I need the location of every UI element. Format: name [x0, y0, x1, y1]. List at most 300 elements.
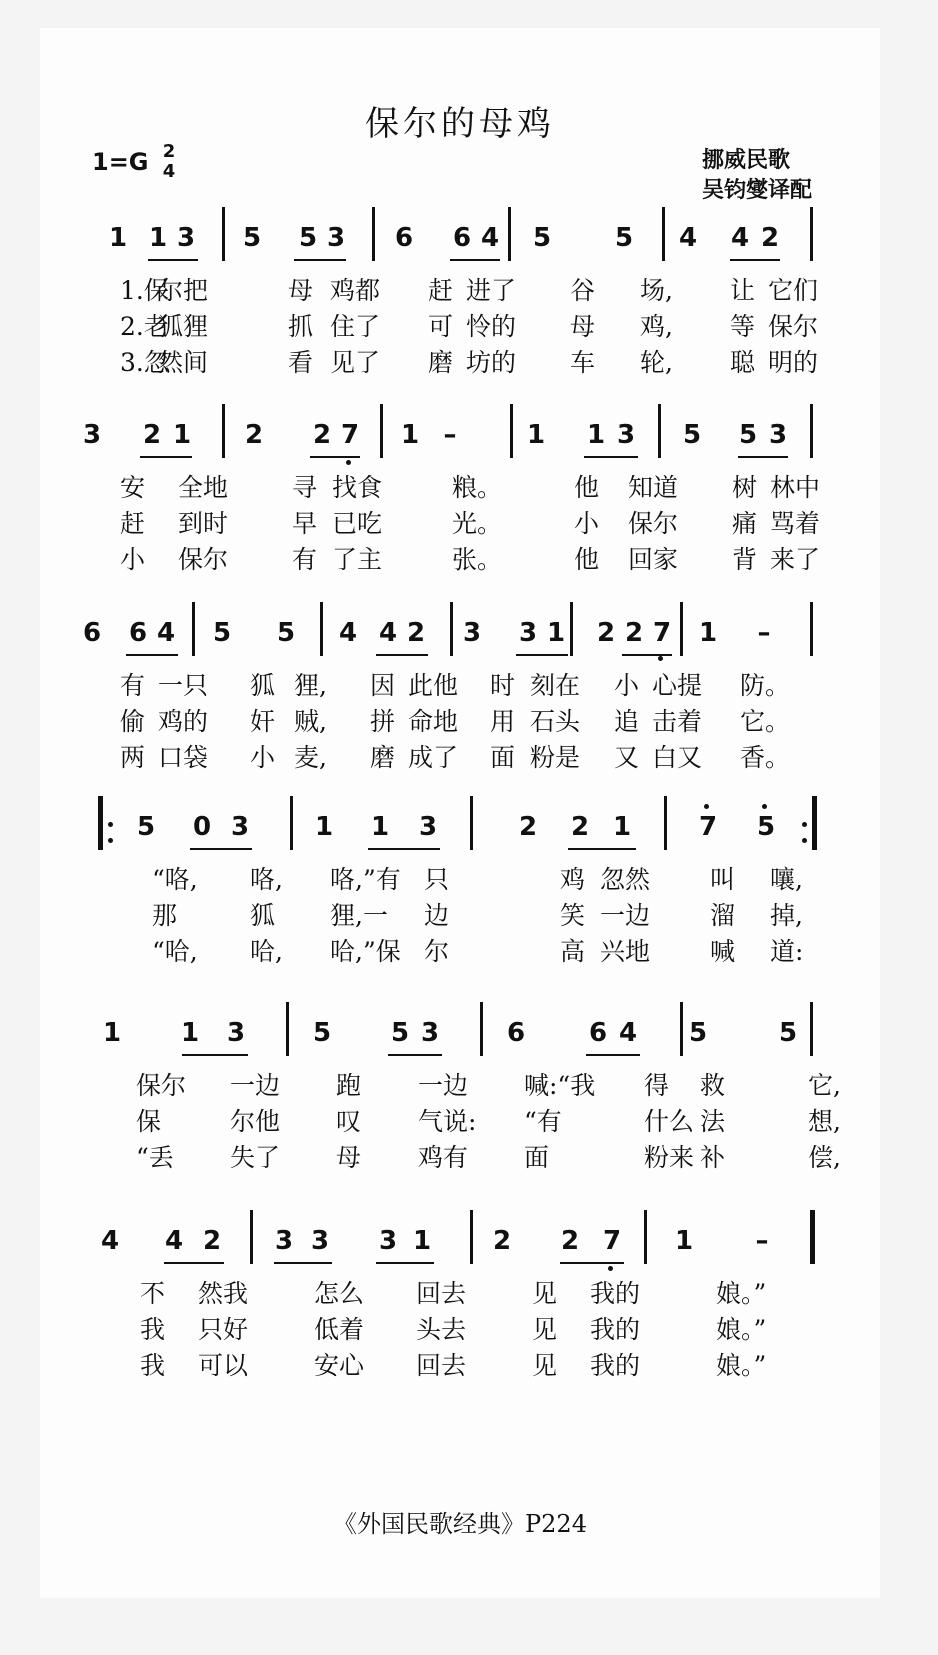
lyric-syllable: 见 [532, 1351, 558, 1380]
note: 1 [674, 1226, 694, 1256]
note: 1 [180, 1018, 200, 1048]
barline [250, 1210, 253, 1264]
lyric-syllable: 高 [560, 937, 586, 966]
lyric-syllable: 白又 [652, 743, 703, 772]
note: 1 [102, 1018, 122, 1048]
lyric-syllable: 1.保 [120, 276, 169, 305]
lyric-syllable: 命地 [408, 707, 459, 736]
lyric-syllable: 忽然 [600, 865, 651, 894]
note: 3 [274, 1226, 294, 1256]
lyric-syllable: 面 [490, 743, 516, 772]
lyric-syllable: 尔他 [230, 1107, 281, 1136]
lyric-syllable: 喊:“我 [524, 1071, 596, 1100]
lyric-syllable: 知道 [628, 473, 679, 502]
lyric-syllable: 保尔 [768, 312, 819, 341]
note: 4 [156, 618, 176, 648]
lyric-syllable: 我 [140, 1351, 166, 1380]
lyric-syllable: 喊 [710, 937, 736, 966]
lyric-syllable: 磨 [370, 743, 396, 772]
credit-origin: 挪威民歌 [701, 148, 790, 173]
lyric-syllable: 怎么 [314, 1279, 365, 1308]
lyric-syllable: 骂着 [770, 509, 821, 538]
note: 3 [176, 223, 196, 253]
note: 6 [588, 1018, 608, 1048]
note: 5 [532, 223, 552, 253]
lyric-syllable: 狐 [250, 901, 276, 930]
note: 5 [276, 618, 296, 648]
lyric-syllable: 跑 [336, 1071, 362, 1100]
repeat-end-barline [812, 796, 817, 850]
meter-denominator: 4 [162, 161, 176, 182]
note: – [755, 1226, 769, 1256]
lyric-verse-3 [80, 343, 840, 377]
lyric-verse-2 [80, 504, 840, 538]
note: 2 [560, 1226, 580, 1256]
lyric-syllable: 赶 [428, 276, 454, 305]
lyric-syllable: 我的 [590, 1279, 641, 1308]
lyric-syllable: 娘。” [716, 1279, 767, 1308]
lyric-syllable: 咯,”有 [330, 865, 401, 894]
lyric-syllable: 麦, [294, 743, 327, 772]
key-signature: 1=G [92, 148, 149, 176]
lyric-verse-1 [80, 468, 840, 502]
lyric-syllable: 粉来 [644, 1143, 695, 1172]
lyric-syllable: 法 [700, 1107, 726, 1136]
barline [290, 796, 293, 850]
note: 5 [298, 223, 318, 253]
lyric-syllable: “哈, [152, 937, 198, 966]
note: 5 [756, 812, 776, 842]
lyric-syllable: 兴地 [600, 937, 651, 966]
barline [222, 207, 225, 261]
note: 1 [546, 618, 566, 648]
note: 2 [312, 420, 332, 450]
lyric-verse-2 [80, 1310, 840, 1344]
lyric-syllable: 拼 [370, 707, 396, 736]
lyric-syllable: 轮, [640, 348, 673, 377]
lyric-verse-1 [80, 1274, 840, 1308]
lyric-syllable: 贼, [294, 707, 327, 736]
note: 3 [420, 1018, 440, 1048]
beat-underline [368, 848, 440, 850]
lyric-syllable: 小 [574, 509, 600, 538]
lyric-syllable: 笑 [560, 901, 586, 930]
lyric-syllable: 狸, [294, 671, 327, 700]
lyric-syllable: 什么 [644, 1107, 695, 1136]
lyric-syllable: 鸡有 [418, 1143, 469, 1172]
lyric-syllable: 抓 [288, 312, 314, 341]
beat-underline [376, 1262, 434, 1264]
lyric-syllable: 粮。 [452, 473, 503, 502]
beat-underline [310, 456, 360, 458]
lyric-syllable: 只好 [198, 1315, 249, 1344]
lyric-syllable: 头去 [416, 1315, 467, 1344]
lyric-syllable: 了主 [332, 545, 383, 574]
lyric-syllable: 石头 [530, 707, 581, 736]
beat-underline [294, 259, 346, 261]
lyric-syllable: 有 [120, 671, 146, 700]
note: 1 [586, 420, 606, 450]
note: 2 [406, 618, 426, 648]
lyric-syllable: 娘。” [716, 1315, 767, 1344]
lyric-syllable: 保 [136, 1107, 162, 1136]
lyric-syllable: 奸 [250, 707, 276, 736]
lyric-syllable: 谷 [570, 276, 596, 305]
note: 1 [148, 223, 168, 253]
lyric-syllable: 鸡都 [330, 276, 381, 305]
lyric-syllable: 见了 [330, 348, 381, 377]
barline [508, 207, 511, 261]
lyric-syllable: 回去 [416, 1279, 467, 1308]
meter-numerator: 2 [162, 141, 176, 162]
lyric-syllable: 3.忽 [120, 348, 169, 377]
lyric-syllable: 住了 [330, 312, 381, 341]
lyric-verse-1 [80, 860, 840, 894]
note: 3 [518, 618, 538, 648]
repeat-dot [108, 838, 113, 843]
lyric-syllable: 偷 [120, 707, 146, 736]
note: 1 [172, 420, 192, 450]
lyric-syllable: 它。 [740, 707, 791, 736]
lyric-syllable: 他 [574, 473, 600, 502]
octave-dot [608, 1266, 613, 1271]
note: 5 [738, 420, 758, 450]
beat-underline [450, 259, 500, 261]
lyric-syllable: 嚷, [770, 865, 803, 894]
note: 4 [100, 1226, 120, 1256]
lyric-syllable: 进了 [466, 276, 517, 305]
beat-underline [586, 1054, 640, 1056]
lyric-syllable: 香。 [740, 743, 791, 772]
note: 4 [164, 1226, 184, 1256]
beat-underline [148, 259, 198, 261]
octave-dot [704, 804, 709, 809]
octave-dot [762, 804, 767, 809]
octave-dot [346, 460, 351, 465]
lyric-syllable: 得 [644, 1071, 670, 1100]
barline [810, 404, 813, 458]
lyric-syllable: 然间 [158, 348, 209, 377]
lyric-syllable: 光。 [452, 509, 503, 538]
lyric-syllable: 母 [288, 276, 314, 305]
lyric-syllable: 哈, [250, 937, 283, 966]
note: 1 [612, 812, 632, 842]
lyric-syllable: 林中 [770, 473, 821, 502]
note: 1 [412, 1226, 432, 1256]
lyric-syllable: 此他 [408, 671, 459, 700]
lyric-syllable: 粉是 [530, 743, 581, 772]
note: 1 [698, 618, 718, 648]
lyric-syllable: 鸡, [640, 312, 673, 341]
beat-underline [274, 1262, 332, 1264]
source-citation: 《外国民歌经典》P224 [333, 1510, 587, 1538]
note: 5 [312, 1018, 332, 1048]
note: 7 [340, 420, 360, 450]
lyric-syllable: 气说: [418, 1107, 477, 1136]
lyric-verse-1 [80, 1066, 840, 1100]
note: 2 [624, 618, 644, 648]
lyric-syllable: 低着 [314, 1315, 365, 1344]
lyric-syllable: 磨 [428, 348, 454, 377]
note: 5 [778, 1018, 798, 1048]
beat-underline [190, 848, 252, 850]
note: 4 [338, 618, 358, 648]
note: 3 [82, 420, 102, 450]
final-barline [810, 1210, 815, 1264]
barline [192, 602, 195, 656]
barline [450, 602, 453, 656]
lyric-verse-3 [80, 1138, 840, 1172]
note: 2 [492, 1226, 512, 1256]
lyric-syllable: 救 [700, 1071, 726, 1100]
beat-underline [560, 1262, 624, 1264]
note: 2 [244, 420, 264, 450]
note: 2 [570, 812, 590, 842]
barline [372, 207, 375, 261]
lyric-verse-3 [80, 738, 840, 772]
lyric-syllable: 鸡的 [158, 707, 209, 736]
note: 2 [760, 223, 780, 253]
lyric-syllable: 口袋 [158, 743, 209, 772]
note: 6 [506, 1018, 526, 1048]
beat-underline [568, 848, 636, 850]
lyric-syllable: 一边 [418, 1071, 469, 1100]
note: 2 [596, 618, 616, 648]
lyric-syllable: 等 [730, 312, 756, 341]
note: 5 [688, 1018, 708, 1048]
lyric-syllable: 赶 [120, 509, 146, 538]
beat-underline [376, 654, 428, 656]
note: 1 [314, 812, 334, 842]
lyric-syllable: 找食 [332, 473, 383, 502]
note: 3 [378, 1226, 398, 1256]
lyric-syllable: 成了 [408, 743, 459, 772]
lyric-syllable: 母 [570, 312, 596, 341]
note: 5 [212, 618, 232, 648]
lyric-syllable: 背 [732, 545, 758, 574]
lyric-syllable: 张。 [452, 545, 503, 574]
lyric-syllable: 追 [614, 707, 640, 736]
lyric-syllable: 它, [808, 1071, 841, 1100]
lyric-syllable: 尔把 [158, 276, 209, 305]
barline [380, 404, 383, 458]
note: 6 [128, 618, 148, 648]
lyric-syllable: 让 [730, 276, 756, 305]
barline [680, 1002, 683, 1056]
lyric-syllable: 明的 [768, 348, 819, 377]
beat-underline [388, 1054, 442, 1056]
lyric-syllable: 寻 [292, 473, 318, 502]
lyric-syllable: 想, [808, 1107, 841, 1136]
lyric-syllable: 因 [370, 671, 396, 700]
barline [810, 1002, 813, 1056]
note: 7 [698, 812, 718, 842]
beat-underline [140, 456, 192, 458]
lyric-syllable: 叹 [336, 1107, 362, 1136]
lyric-syllable: 安心 [314, 1351, 365, 1380]
credits [702, 146, 812, 206]
lyric-syllable: 一只 [158, 671, 209, 700]
barline [470, 1210, 473, 1264]
repeat-start-barline [98, 796, 103, 850]
barline [662, 207, 665, 261]
barline [510, 404, 513, 458]
lyric-verse-3 [80, 1346, 840, 1380]
credit-translator: 吴钧燮译配 [701, 178, 812, 203]
lyric-syllable: 见 [532, 1279, 558, 1308]
lyric-syllable: 怜的 [466, 312, 517, 341]
note: 1 [370, 812, 390, 842]
barline [644, 1210, 647, 1264]
lyric-syllable: 小 [250, 743, 276, 772]
score-page [40, 28, 880, 1598]
note: 3 [226, 1018, 246, 1048]
lyric-syllable: 娘。” [716, 1351, 767, 1380]
lyric-syllable: 场, [640, 276, 673, 305]
lyric-verse-2 [80, 896, 840, 930]
note: – [757, 618, 771, 648]
lyric-syllable: 坊的 [466, 348, 517, 377]
lyric-syllable: 那 [152, 901, 178, 930]
lyric-syllable: 保尔 [136, 1071, 187, 1100]
repeat-dot [802, 822, 807, 827]
lyric-syllable: 有 [292, 545, 318, 574]
note: 6 [82, 618, 102, 648]
lyric-syllable: 小 [120, 545, 146, 574]
lyric-syllable: 我 [140, 1315, 166, 1344]
lyric-verse-3 [80, 932, 840, 966]
lyric-syllable: 狐狸 [158, 312, 209, 341]
time-signature [158, 142, 180, 182]
lyric-syllable: 树 [732, 473, 758, 502]
lyric-syllable: 安 [120, 473, 146, 502]
barline [664, 796, 667, 850]
lyric-syllable: 一边 [600, 901, 651, 930]
note: 2 [518, 812, 538, 842]
barline [810, 602, 813, 656]
lyric-syllable: 可以 [198, 1351, 249, 1380]
lyric-syllable: 咯, [250, 865, 283, 894]
lyric-syllable: 不 [140, 1279, 166, 1308]
beat-underline [730, 259, 780, 261]
beat-underline [584, 456, 638, 458]
note: – [443, 420, 457, 450]
note: 6 [452, 223, 472, 253]
note: 5 [614, 223, 634, 253]
lyric-verse-3 [80, 540, 840, 574]
lyric-syllable: 我的 [590, 1315, 641, 1344]
barline [480, 1002, 483, 1056]
lyric-syllable: 两 [120, 743, 146, 772]
lyric-syllable: 小 [614, 671, 640, 700]
note: 5 [242, 223, 262, 253]
note: 4 [730, 223, 750, 253]
note: 2 [142, 420, 162, 450]
lyric-syllable: 保尔 [178, 545, 229, 574]
lyric-syllable: 偿, [808, 1143, 841, 1172]
lyric-syllable: 回去 [416, 1351, 467, 1380]
barline [470, 796, 473, 850]
lyric-syllable: 车 [570, 348, 596, 377]
note: 4 [378, 618, 398, 648]
lyric-syllable: 刻在 [530, 671, 581, 700]
lyric-verse-1 [80, 666, 840, 700]
lyric-syllable: 到时 [178, 509, 229, 538]
note: 3 [418, 812, 438, 842]
lyric-syllable: 他 [574, 545, 600, 574]
lyric-syllable: 道: [770, 937, 804, 966]
lyric-syllable: 心提 [652, 671, 703, 700]
lyric-syllable: 看 [288, 348, 314, 377]
note: 5 [682, 420, 702, 450]
barline [320, 602, 323, 656]
lyric-syllable: 只 [424, 865, 450, 894]
barline [680, 602, 683, 656]
beat-underline [126, 654, 178, 656]
lyric-syllable: 回家 [628, 545, 679, 574]
lyric-syllable: 2.老 [120, 312, 169, 341]
lyric-syllable: 可 [428, 312, 454, 341]
note: 4 [678, 223, 698, 253]
beat-underline [164, 1262, 224, 1264]
note: 6 [394, 223, 414, 253]
lyric-syllable: 全地 [178, 473, 229, 502]
lyric-syllable: 我的 [590, 1351, 641, 1380]
lyric-syllable: 狸,一 [330, 901, 388, 930]
lyric-verse-2 [80, 1102, 840, 1136]
lyric-syllable: 尔 [424, 937, 450, 966]
note: 5 [136, 812, 156, 842]
lyric-syllable: 一边 [230, 1071, 281, 1100]
note: 1 [108, 223, 128, 253]
lyric-syllable: 掉, [770, 901, 803, 930]
lyric-syllable: 痛 [732, 509, 758, 538]
note: 0 [192, 812, 212, 842]
lyric-syllable: 时 [490, 671, 516, 700]
lyric-syllable: 哈,”保 [330, 937, 401, 966]
note: 3 [616, 420, 636, 450]
barline [570, 602, 573, 656]
note: 3 [230, 812, 250, 842]
lyric-syllable: 然我 [198, 1279, 249, 1308]
lyric-syllable: 又 [614, 743, 640, 772]
lyric-syllable: 叫 [710, 865, 736, 894]
lyric-verse-1 [80, 271, 840, 305]
barline [286, 1002, 289, 1056]
lyric-syllable: 击着 [652, 707, 703, 736]
lyric-syllable: 它们 [768, 276, 819, 305]
note: 4 [618, 1018, 638, 1048]
repeat-dot [802, 838, 807, 843]
lyric-syllable: 鸡 [560, 865, 586, 894]
note: 3 [310, 1226, 330, 1256]
lyric-syllable: 见 [532, 1315, 558, 1344]
lyric-syllable: 聪 [730, 348, 756, 377]
beat-underline [182, 1054, 248, 1056]
lyric-syllable: 防。 [740, 671, 791, 700]
beat-underline [516, 654, 568, 656]
lyric-syllable: 保尔 [628, 509, 679, 538]
barline [658, 404, 661, 458]
lyric-syllable: “丢 [136, 1143, 174, 1172]
song-title: 保尔的母鸡 [365, 104, 555, 144]
lyric-syllable: 早 [292, 509, 318, 538]
lyric-syllable: 母 [336, 1143, 362, 1172]
lyric-syllable: 已吃 [332, 509, 383, 538]
repeat-dot [108, 822, 113, 827]
beat-underline [738, 456, 788, 458]
lyric-syllable: “咯, [152, 865, 198, 894]
